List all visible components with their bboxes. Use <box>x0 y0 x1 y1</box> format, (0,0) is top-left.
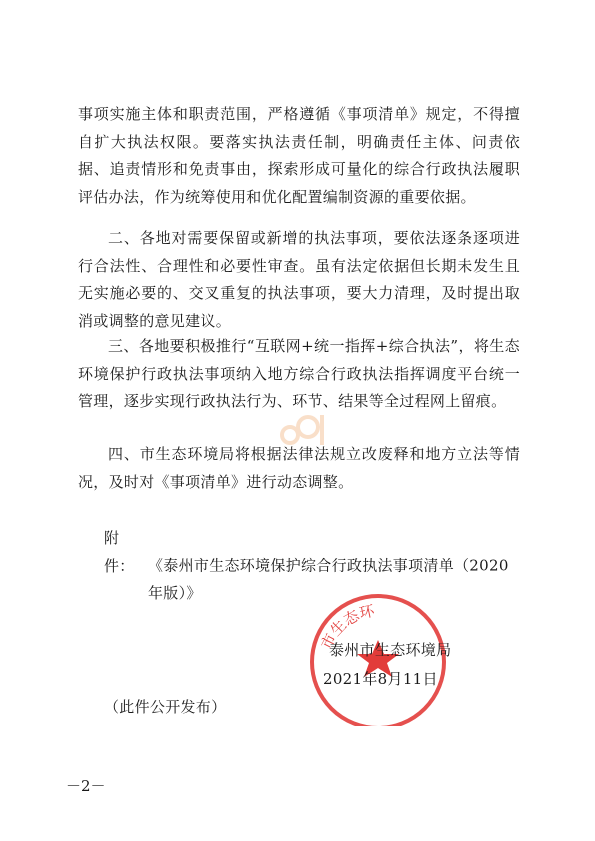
publication-note: （此件公开发布） <box>104 698 227 716</box>
attachment-title-line-1: 《泰州市生态环境保护综合行政执法事项清单（2020 <box>148 556 509 575</box>
page-number: －2－ <box>66 777 106 795</box>
body-paragraph-1: 事项实施主体和职责范围，严格遵循《事项清单》规定，不得擅自扩大执法权限。要落实执法责任制，明确责任主体、问责依据、追责情形和免责事由，探索形成可量化的综合行政执法履职评估办法，作为统筹使用和优化配置编制资源的重要依据。 <box>78 105 520 206</box>
signing-date: 2021年8月11日 <box>323 670 438 688</box>
body-paragraph-3: 三、各地要积极推行“互联网+统一指挥+综合执法”，将生态环境保护行政执法事项纳入地方综合行政执法指挥调度平台统一管理，逐步实现行政执法行为、环节、结果等全过程网上留痕。 <box>78 337 520 410</box>
body-paragraph-2: 二、各地对需要保留或新增的执法事项，要依法逐条逐项进行合法性、合理性和必要性审查。虽有法定依据但长期未发生且无实施必要的、交叉重复的执法事项，要大力清理，及时提出取消或调整的意见建议。 <box>78 229 520 330</box>
cloud-watermark-icon <box>268 395 338 465</box>
signing-organization: 泰州市生态环境局 <box>329 641 452 659</box>
seal-text: 市生态环 <box>317 601 377 653</box>
body-paragraph-4: 四、市生态环境局将根据法律法规立改废释和地方立法等情况，及时对《事项清单》进行动态调整。 <box>78 445 520 491</box>
attachment-title-line-2: 年版）》 <box>148 584 202 602</box>
attachment-label: 附件： <box>104 529 135 575</box>
